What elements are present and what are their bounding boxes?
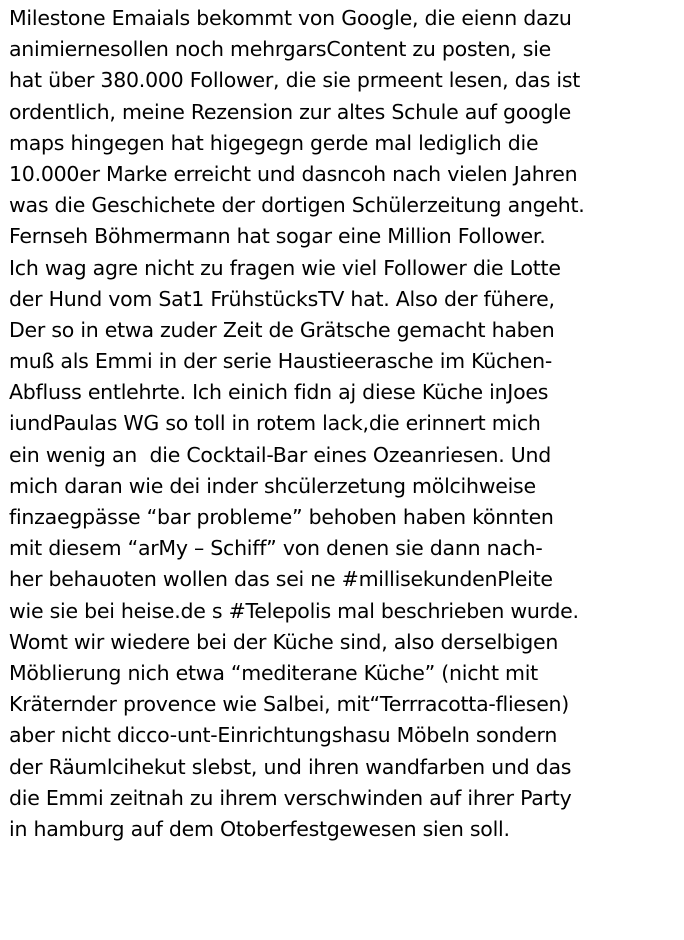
text-line: der Räumlcihekut slebst, und ihren wandfarben und das [9,754,572,779]
text-line: Abfluss entlehrte. Ich einich fidn aj diese Küche inJoes [9,380,549,405]
text-line: finzaegpässe “bar probleme” behoben haben könnten [9,505,554,529]
text-line: Milestone Emaials bekommt von Google, die eienn dazu [9,6,572,30]
text-line: maps hingegen hat higegegn gerde mal lediglich die [9,130,539,155]
text-line: Möblierung nich etwa “mediterane Küche” (nicht mit [9,660,538,685]
text-line: ordentlich, meine Rezension zur altes Schule auf google [9,99,571,124]
text-line: was die Geschichete der dortigen Schülerzeitung angeht. [9,193,585,218]
text-line: Kräternder provence wie Salbei, mit“Terrracotta-fliesen) [9,692,570,717]
text-line: ein wenig an die Cocktail-Bar eines Ozeanriesen. Und [9,442,552,467]
text-line: muß als Emmi in der serie Haustieerasche im Küchen- [9,349,553,374]
text-line: Ich wag agre nicht zu fragen wie viel Follower die Lotte [9,255,561,280]
body-text [9,3,684,845]
text-line: wie sie bei heise.de s #Telepolis mal beschrieben wurde. [9,598,579,623]
text-line: der Hund vom Sat1 FrühstücksTV hat. Also der fühere, [9,286,555,311]
text-line: die Emmi zeitnah zu ihrem verschwinden auf ihrer Party [9,785,572,810]
text-line: her behauoten wollen das sei ne #millisekundenPleite [9,567,553,592]
text-line: Womt wir wiedere bei der Küche sind, also derselbigen [9,629,559,654]
text-line: iundPaulas WG so toll in rotem lack,die erinnert mich [9,411,541,436]
text-line: animiernesollen noch mehrgarsContent zu posten, sie [9,37,552,62]
text-line: in hamburg auf dem Otoberfestgewesen sien soll. [9,816,510,841]
text-line: Der so in etwa zuder Zeit de Grätsche gemacht haben [9,317,555,342]
text-line: mich daran wie dei inder shcülerzetung mölcihweise [9,473,536,498]
text-line: mit diesem “arMy – Schiff” von denen sie dann nach- [9,536,543,561]
text-line: aber nicht dicco-unt-Einrichtungshasu Möbeln sondern [9,723,558,748]
text-line: hat über 380.000 Follower, die sie prmeent lesen, das ist [9,68,581,93]
text-line: 10.000er Marke erreicht und dasncoh nach vielen Jahren [9,161,578,186]
text-line: Fernseh Böhmermann hat sogar eine Million Follower. [9,224,546,249]
